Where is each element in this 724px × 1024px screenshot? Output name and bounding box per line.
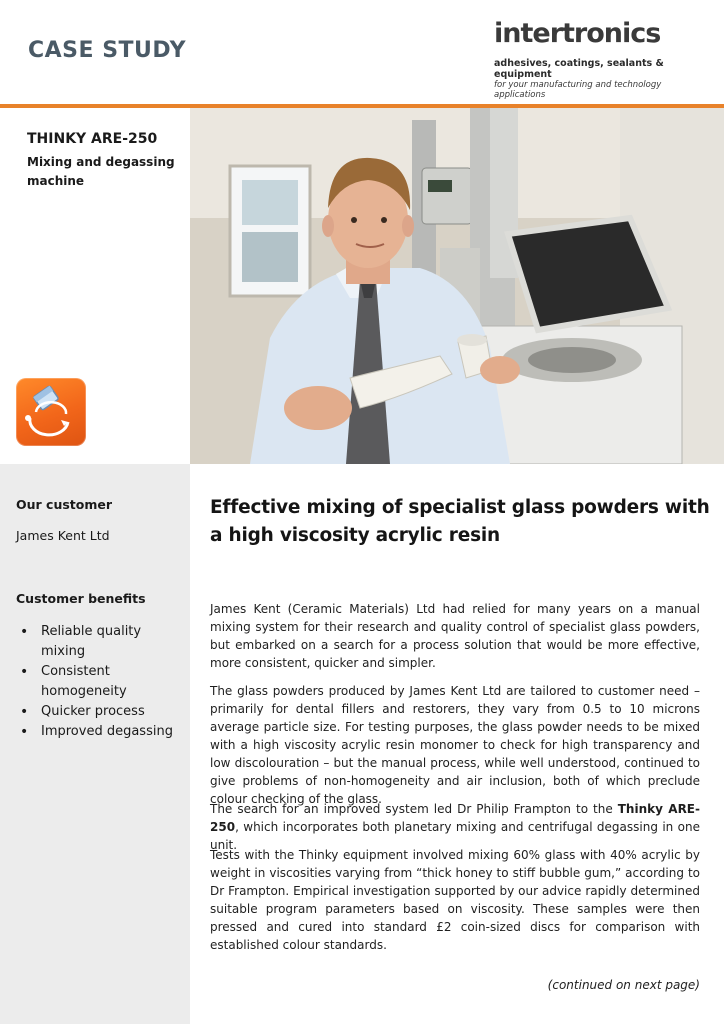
paragraph-glass-powders: The glass powders produced by James Kent Ltd are tailored to customer need – primarily for dental fillers and restorers, they vary from 0.5 to 10 microns average particle size. For testing purposes, the glass powder needs to be mixed with a high viscosity acrylic resin monomer to check for high transparency and low discolouration – but the manual process, while well understood, continued to give problems of non-homogeneity and air inclusion, both of which preclude colour checking of the glass. [210, 684, 700, 806]
list-item: • Improved degassing [16, 722, 181, 742]
benefits-list [16, 622, 181, 742]
logo-subtagline: for your manufacturing and technology applications [494, 80, 662, 100]
sidebar [0, 464, 190, 1024]
product-reference: Thinky ARE-250 [210, 802, 700, 834]
list-item: • Quicker process [16, 702, 181, 722]
intertronics-logo [494, 20, 704, 100]
product-name: THINKY ARE-250 [27, 131, 158, 147]
paragraph-intro: James Kent (Ceramic Materials) Ltd had relied for many years on a manual mixing system for their research and quality control of specialist glass powders, but embarked on a search for a process solution that would be more effective, more consistent, quicker and simpler. [210, 602, 700, 670]
list-item: • Consistent homogeneity [16, 662, 181, 702]
mix-rotate-icon [16, 378, 86, 446]
page-header [0, 0, 724, 104]
benefits-heading: Customer benefits [16, 591, 146, 606]
continued-note: (continued on next page) [547, 978, 700, 992]
customer-name: James Kent Ltd [16, 528, 110, 543]
case-study-label: CASE STUDY [28, 38, 187, 63]
product-photo [190, 108, 724, 464]
paragraph-tests: Tests with the Thinky equipment involved mixing 60% glass with 40% acrylic by weight in viscosities varying from “thick honey to stiff bubble gum,” according to Dr Frampton. Empirical investigation supported by our advice rapidly determined suitable program parameters based on viscosity. These samples were then pressed and cured into standard £2 coin-sized discs for comparison with established colour standards. [210, 848, 700, 952]
customer-heading: Our customer [16, 497, 113, 512]
product-description: Mixing and degassing machine [27, 155, 175, 188]
paragraph-thinky-end: , which incorporates both planetary mixing and centrifugal degassing in one unit. [210, 820, 700, 852]
logo-wordmark: intertronics [494, 20, 704, 50]
article-title: Effective mixing of specialist glass powders with a high viscosity acrylic resin [210, 497, 710, 546]
list-item: • Reliable quality mixing [16, 622, 181, 662]
paragraph-thinky-start: The search for an improved system led Dr Philip Frampton to the [210, 802, 618, 816]
logo-tagline: adhesives, coatings, sealants & equipment [494, 58, 664, 80]
